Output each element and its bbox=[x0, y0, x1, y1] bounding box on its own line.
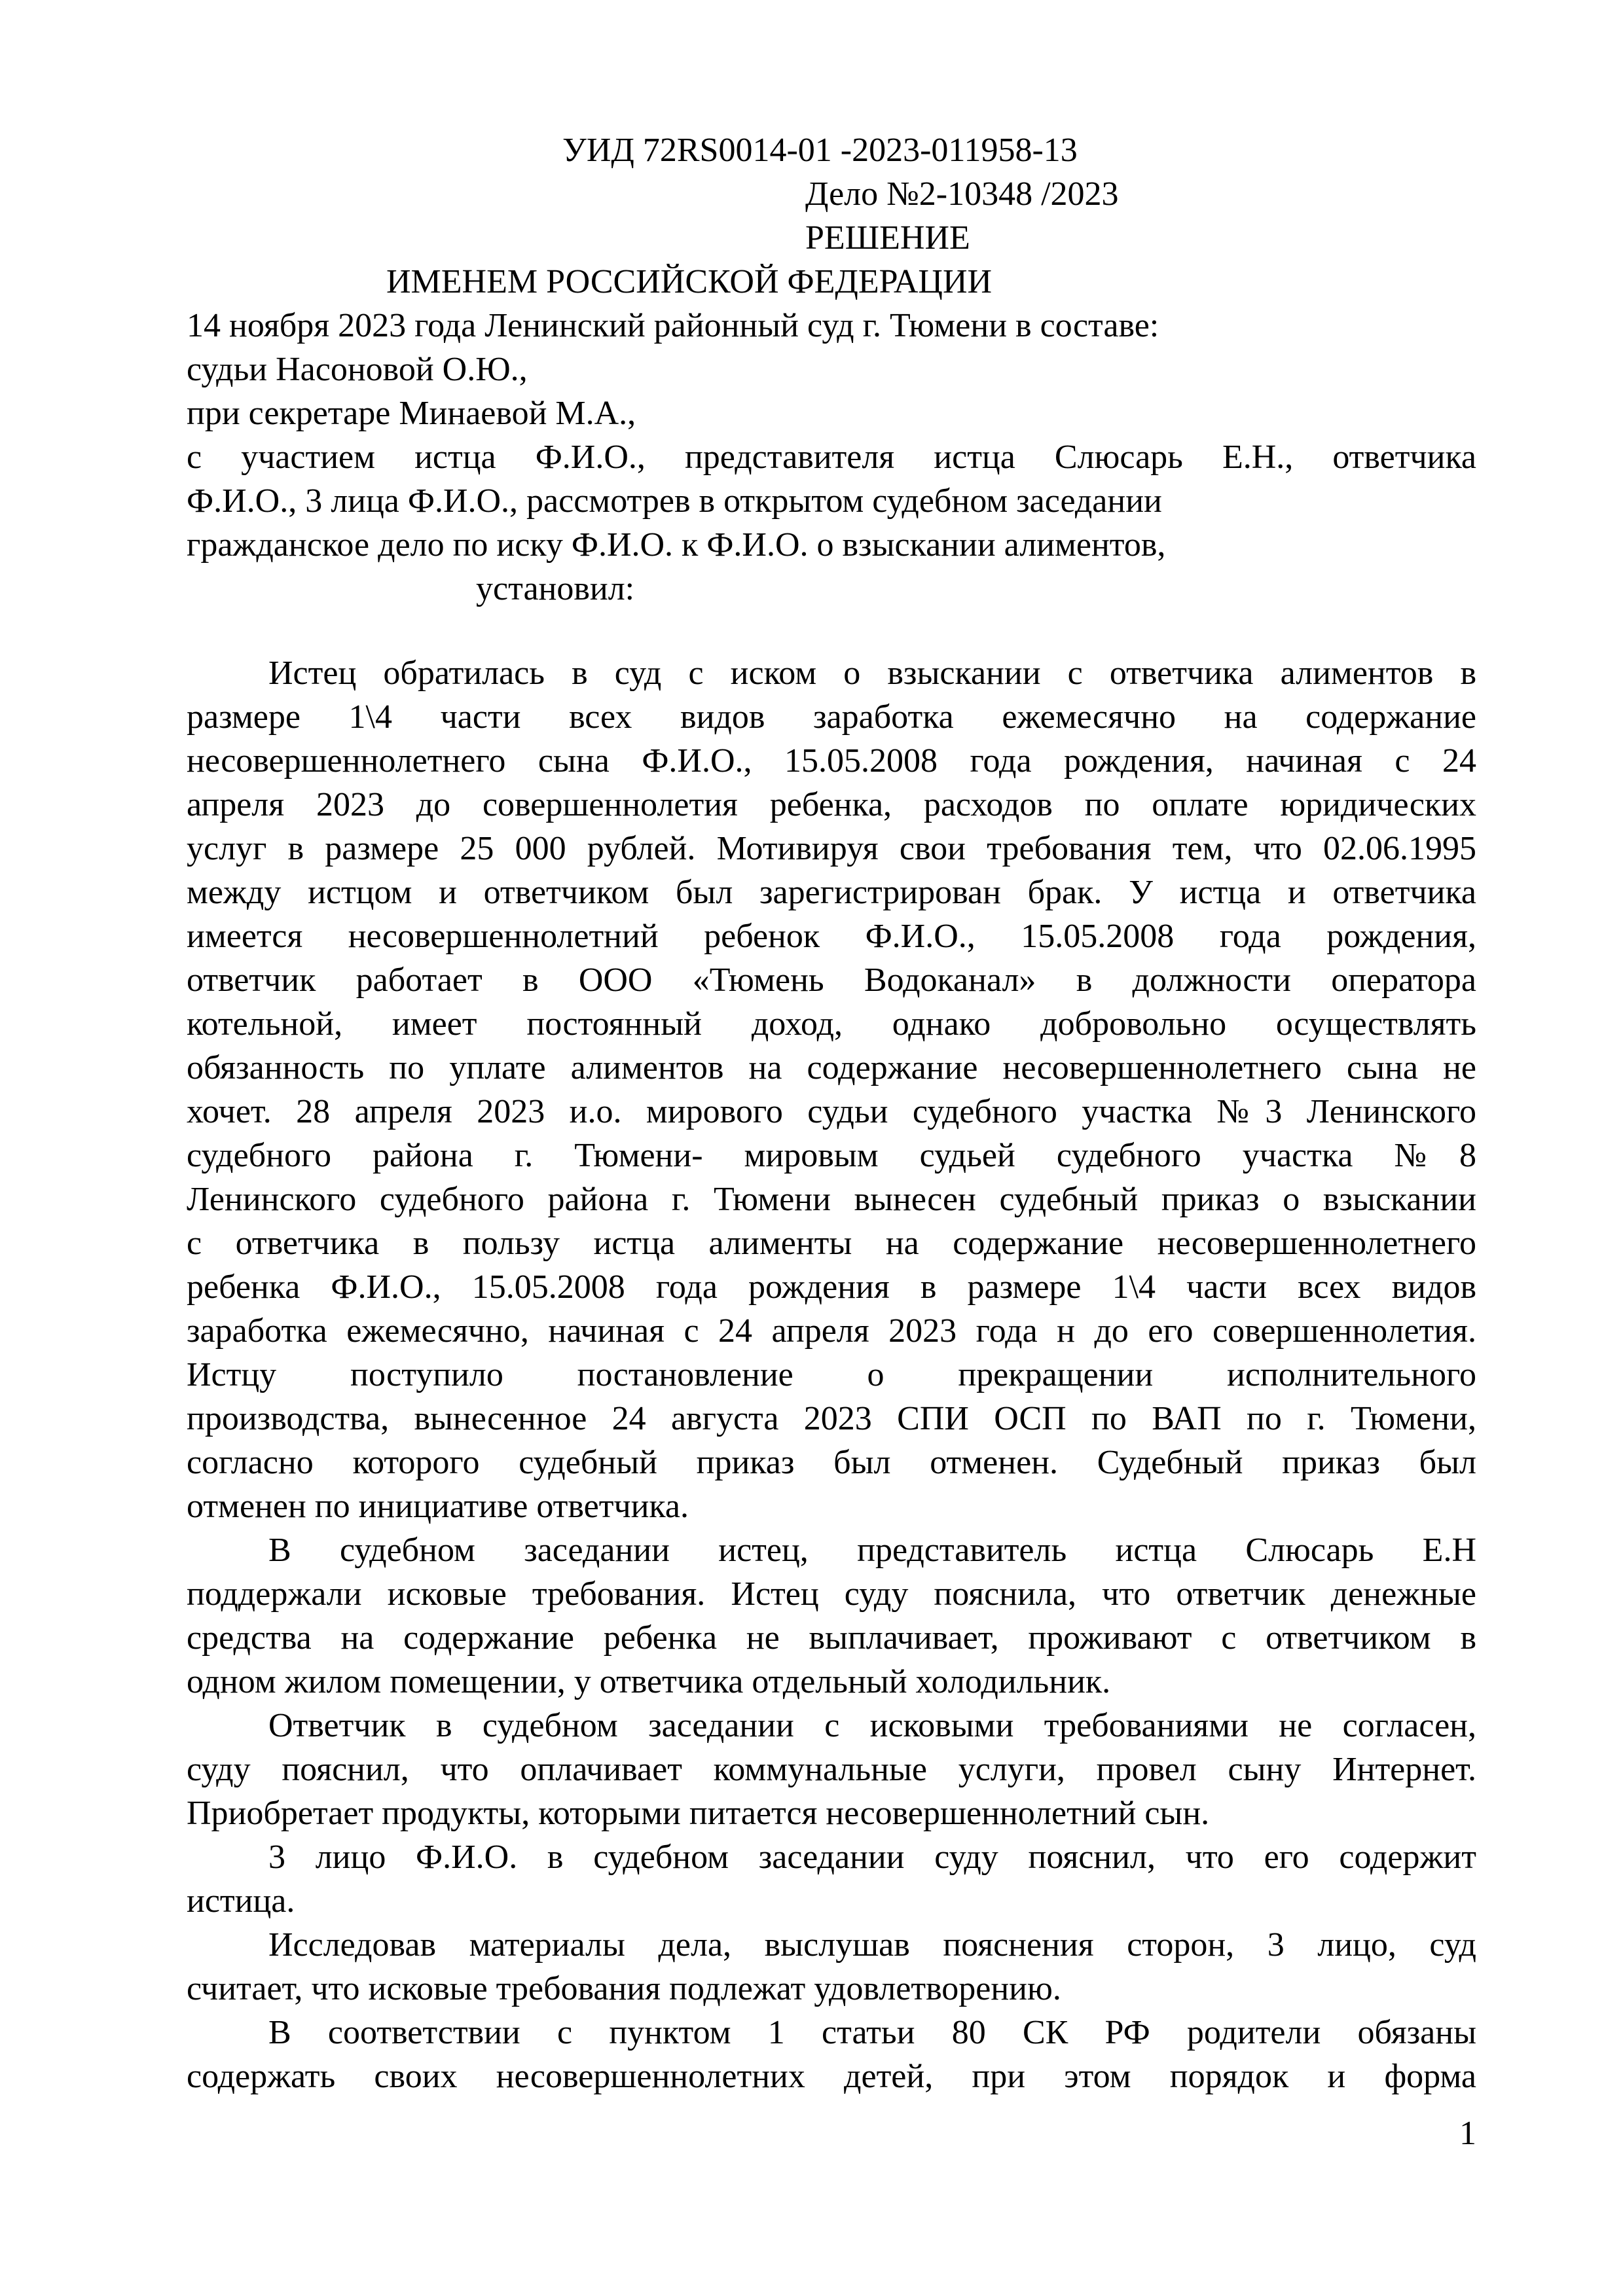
decision-title: РЕШЕНИЕ bbox=[805, 219, 970, 257]
body-line: 3 лицо Ф.И.О. в судебном заседании суду пояснил, что его содержит bbox=[268, 1839, 1476, 1876]
body-line: котельной, имеет постоянный доход, однако добровольно осуществлять bbox=[187, 1005, 1476, 1043]
body-line: заработка ежемесячно, начиная с 24 апреля 2023 года н до его совершеннолетия. bbox=[187, 1312, 1476, 1350]
intro-line-case-subject: гражданское дело по иску Ф.И.О. к Ф.И.О. о взыскании алиментов, bbox=[187, 526, 1166, 564]
page-number: 1 bbox=[1459, 2115, 1476, 2152]
body-line: суду пояснил, что оплачивает коммунальные услуги, провел сыну Интернет. bbox=[187, 1751, 1476, 1788]
body-line: обязанность по уплате алиментов на содержание несовершеннолетнего сына не bbox=[187, 1049, 1476, 1086]
body-line: Истцу поступило постановление о прекращении исполнительного bbox=[187, 1356, 1476, 1393]
body-line: отменен по инициативе ответчика. bbox=[187, 1488, 689, 1525]
body-line: несовершеннолетнего сына Ф.И.О., 15.05.2008 года рождения, начиная с 24 bbox=[187, 742, 1476, 780]
intro-line-secretary: при секретаре Минаевой М.А., bbox=[187, 395, 636, 432]
body-line: ответчик работает в ООО «Тюмень Водоканал» в должности оператора bbox=[187, 961, 1476, 999]
body-line: хочет. 28 апреля 2023 и.о. мирового судьи судебного участка №3 Ленинского bbox=[187, 1093, 1476, 1130]
body-line: средства на содержание ребенка не выплачивает, проживают с ответчиком в bbox=[187, 1619, 1476, 1657]
uid-line: УИД 72RS0014-01 -2023-011958-13 bbox=[562, 132, 1078, 169]
body-line: поддержали исковые требования. Истец суду пояснила, что ответчик денежные bbox=[187, 1575, 1476, 1613]
intro-line-parties-2: Ф.И.О., 3 лица Ф.И.О., рассмотрев в открытом судебном заседании bbox=[187, 482, 1162, 520]
resolution-word: установил: bbox=[476, 570, 635, 607]
body-line: Ленинского судебного района г. Тюмени вынесен судебный приказ о взыскании bbox=[187, 1181, 1476, 1218]
body-line: содержать своих несовершеннолетних детей, при этом порядок и форма bbox=[187, 2058, 1476, 2095]
body-line: Истец обратилась в суд с иском о взыскании с ответчика алиментов в bbox=[268, 655, 1476, 692]
body-line: согласно которого судебный приказ был отменен. Судебный приказ был bbox=[187, 1444, 1476, 1481]
body-line: производства, вынесенное 24 августа 2023 СПИ ОСП по ВАП по г. Тюмени, bbox=[187, 1400, 1476, 1437]
in-the-name-title: ИМЕНЕМ РОССИЙСКОЙ ФЕДЕРАЦИИ bbox=[386, 263, 993, 300]
intro-line-parties: с участием истца Ф.И.О., представителя истца Слюсарь Е.Н., ответчика bbox=[187, 439, 1476, 476]
body-line: услуг в размере 25 000 рублей. Мотивируя свои требования тем, что 02.06.1995 bbox=[187, 830, 1476, 867]
document-content bbox=[187, 128, 1476, 2155]
intro-line-judge: судьи Насоновой О.Ю., bbox=[187, 351, 528, 388]
body-line: имеется несовершеннолетний ребенок Ф.И.О., 15.05.2008 года рождения, bbox=[187, 918, 1476, 955]
body-line: Приобретает продукты, которыми питается несовершеннолетний сын. bbox=[187, 1795, 1210, 1832]
body-line: считает, что исковые требования подлежат удовлетворению. bbox=[187, 1970, 1061, 2007]
intro-line-court: 14 ноября 2023 года Ленинский районный суд г. Тюмени в составе: bbox=[187, 307, 1159, 344]
case-number-line: Дело №2-10348 /2023 bbox=[805, 175, 1119, 213]
body-line: В судебном заседании истец, представитель истца Слюсарь Е.Н bbox=[268, 1532, 1476, 1569]
body-line: Исследовав материалы дела, выслушав пояснения сторон, 3 лицо, суд bbox=[268, 1926, 1476, 1964]
body-line: одном жилом помещении, у ответчика отдельный холодильник. bbox=[187, 1663, 1111, 1700]
body-line: Ответчик в судебном заседании с исковыми требованиями не согласен, bbox=[268, 1707, 1476, 1744]
body-line: судебного района г. Тюмени- мировым судьей судебного участка №8 bbox=[187, 1137, 1476, 1174]
body-line: В соответствии с пунктом 1 статьи 80 СК РФ родители обязаны bbox=[268, 2014, 1476, 2051]
body-line: ребенка Ф.И.О., 15.05.2008 года рождения в размере 1\4 части всех видов bbox=[187, 1268, 1476, 1306]
body-line: между истцом и ответчиком был зарегистрирован брак. У истца и ответчика bbox=[187, 874, 1476, 911]
body-line: размере 1\4 части всех видов заработка ежемесячно на содержание bbox=[187, 698, 1476, 736]
body-line: истица. bbox=[187, 1882, 295, 1920]
body-line: апреля 2023 до совершеннолетия ребенка, расходов по оплате юридических bbox=[187, 786, 1476, 823]
body-line: с ответчика в пользу истца алименты на содержание несовершеннолетнего bbox=[187, 1225, 1476, 1262]
